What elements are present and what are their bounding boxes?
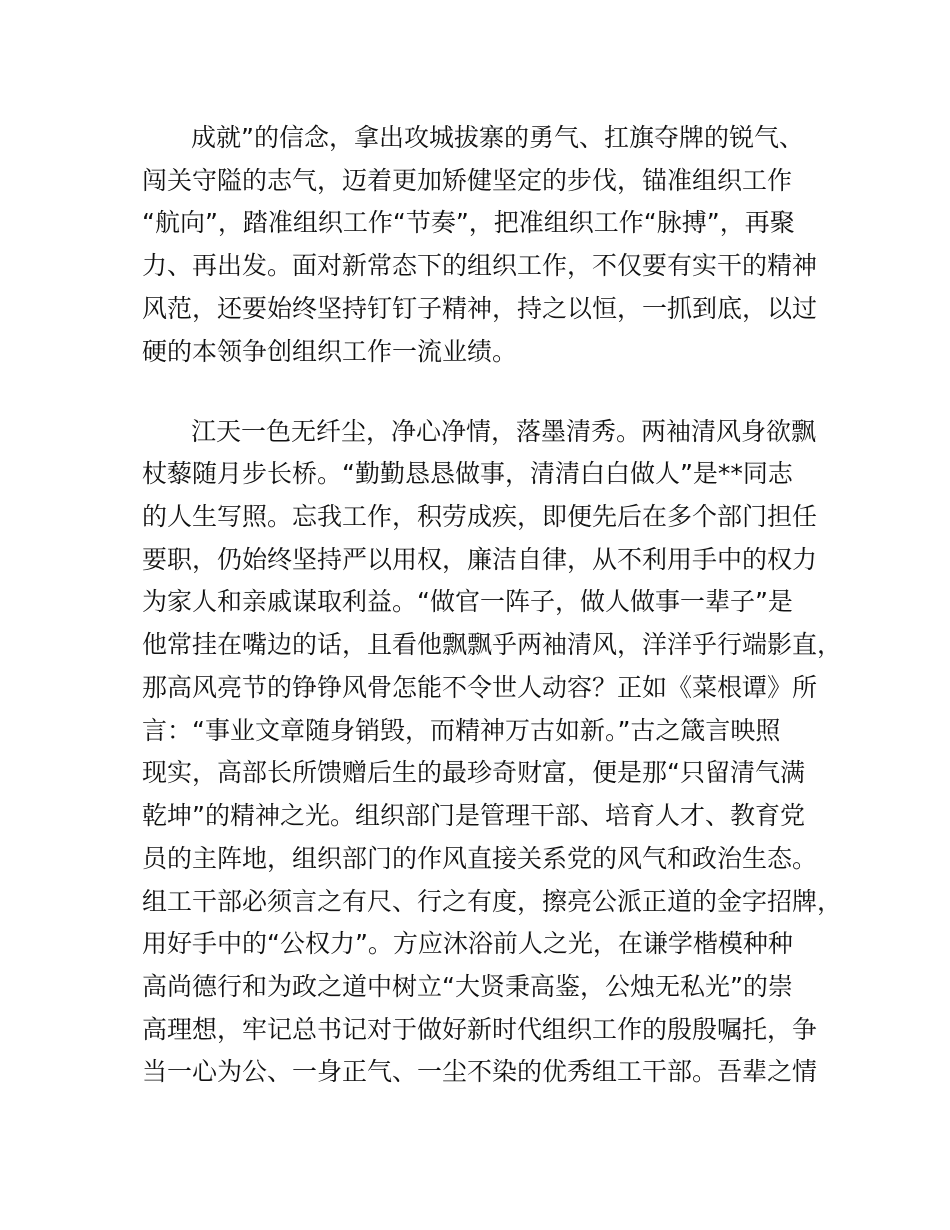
paragraph-2-line-12: 组工干部必须言之有尺、行之有度，擦亮公派正道的金字招牌，	[142, 887, 843, 916]
paragraph-2-line-4: 要职，仍始终坚持严以用权，廉洁自律，从不利用手中的权力	[142, 545, 818, 574]
paragraph-2-line-2: 杖藜随月步长桥。“勤勤恳恳做事，清清白白做人”是**同志	[142, 459, 793, 488]
paragraph-2-line-16: 当一心为公、一身正气、一尘不染的优秀组工干部。吾辈之情	[142, 1057, 818, 1086]
paragraph-1-line-5: 风范，还要始终坚持钉钉子精神，持之以恒，一抓到底，以过	[142, 294, 818, 323]
paragraph-1-line-3: “航向”，踏准组织工作“节奏”，把准组织工作“脉搏”，再聚	[142, 208, 795, 237]
paragraph-2-line-3: 的人生写照。忘我工作，积劳成疾，即便先后在多个部门担任	[142, 502, 818, 531]
paragraph-2-line-9: 现实，高部长所馈赠后生的最珍奇财富，便是那“只留清气满	[142, 758, 805, 787]
paragraph-2-line-15: 高理想，牢记总书记对于做好新时代组织工作的殷殷嘱托，争	[142, 1015, 818, 1044]
paragraph-2-line-13: 用好手中的“公权力”。方应沐浴前人之光，在谦学楷模种种	[142, 929, 793, 958]
paragraph-2-line-5: 为家人和亲戚谋取利益。“做官一阵子，做人做事一辈子”是	[142, 587, 793, 616]
paragraph-2-line-10: 乾坤”的精神之光。组织部门是管理干部、培育人才、教育党	[142, 801, 805, 830]
paragraph-2-line-7: 那高风亮节的铮铮风骨怎能不令世人动容？正如《菜根谭》所	[142, 673, 818, 702]
paragraph-2-line-11: 员的主阵地，组织部门的作风直接关系党的风气和政治生态。	[142, 844, 818, 873]
paragraph-1-line-1: 成就”的信念，拿出攻城拔寨的勇气、扛旗夺牌的锐气、	[191, 123, 804, 152]
paragraph-2-line-8: 言：“事业文章随身销毁，而精神万古如新。”古之箴言映照	[142, 716, 781, 745]
paragraph-2-line-6: 他常挂在嘴边的话，且看他飘飘乎两袖清风，洋洋乎行端影直，	[142, 630, 843, 659]
paragraph-1-line-2: 闯关守隘的志气，迈着更加矫健坚定的步伐，锚准组织工作	[142, 166, 793, 195]
paragraph-1-line-4: 力、再出发。面对新常态下的组织工作，不仅要有实干的精神	[142, 251, 818, 280]
paragraph-1-line-6: 硬的本领争创组织工作一流业绩。	[142, 337, 518, 366]
paragraph-2-line-1: 江天一色无纤尘，净心净情，落墨清秀。两袖清风身欲飘	[191, 417, 817, 446]
paragraph-2-line-14: 高尚德行和为政之道中树立“大贤秉高鉴，公烛无私光”的崇	[142, 972, 793, 1001]
